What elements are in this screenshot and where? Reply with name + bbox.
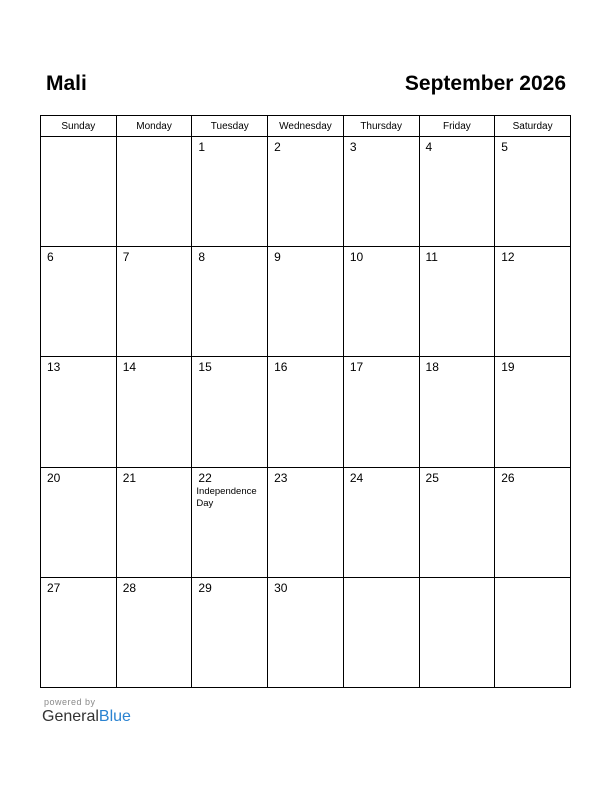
- day-number: 29: [198, 580, 212, 595]
- day-cell: [268, 467, 344, 577]
- day-number: 21: [122, 470, 137, 485]
- day-number: 22: [198, 470, 212, 485]
- weekday-wednesday: Wednesday: [268, 116, 344, 137]
- day-cell: [41, 357, 117, 467]
- day-cell: [343, 357, 419, 467]
- day-number: [41, 137, 116, 140]
- day-number: 10: [349, 250, 364, 265]
- week-row: [41, 357, 571, 467]
- day-number: 5: [501, 140, 508, 154]
- week-row: [41, 137, 571, 247]
- day-cell: [343, 247, 419, 357]
- day-number: 26: [501, 470, 515, 485]
- day-number: 27: [47, 580, 61, 595]
- day-number: 8: [198, 250, 206, 265]
- weekday-saturday: Saturday: [495, 116, 571, 137]
- day-number: [420, 578, 495, 581]
- day-cell: [268, 247, 344, 357]
- day-cell: [41, 137, 117, 247]
- weekday-sunday: Sunday: [41, 116, 117, 137]
- day-number: 15: [198, 360, 212, 375]
- day-cell: [419, 577, 495, 687]
- day-number: 14: [122, 360, 137, 375]
- brand-general-text: General: [42, 708, 99, 725]
- day-cell: [419, 357, 495, 467]
- brand-blue-text: Blue: [98, 708, 131, 725]
- day-number: 24: [349, 470, 364, 485]
- day-cell: [192, 467, 268, 577]
- powered-by-text: powered by: [44, 697, 96, 707]
- week-row: [41, 577, 571, 687]
- country-title: Mali: [46, 72, 87, 95]
- day-cell: [495, 137, 571, 247]
- day-cell: [419, 137, 495, 247]
- day-number: [344, 578, 419, 581]
- day-cell: [192, 357, 268, 467]
- weekday-monday: Monday: [116, 116, 192, 137]
- day-cell: [495, 467, 571, 577]
- day-number: [495, 578, 570, 581]
- day-cell: [41, 247, 117, 357]
- day-number: 19: [501, 360, 515, 375]
- day-cell: [343, 137, 419, 247]
- generalblue-logo[interactable]: [42, 708, 131, 726]
- day-cell: [41, 467, 117, 577]
- day-number: 12: [501, 250, 515, 265]
- day-cell: [116, 137, 192, 247]
- day-number: 4: [425, 140, 433, 154]
- day-cell: [343, 467, 419, 577]
- calendar-grid: [40, 115, 571, 688]
- day-cell: [192, 137, 268, 247]
- day-cell: [419, 247, 495, 357]
- day-cell: [192, 577, 268, 687]
- day-number: 18: [425, 360, 439, 375]
- day-cell: [41, 577, 117, 687]
- weekday-tuesday: Tuesday: [192, 116, 268, 137]
- day-number: 16: [274, 360, 288, 375]
- day-cell: [116, 467, 192, 577]
- holiday-label: Independence Day: [196, 485, 257, 509]
- day-number: 9: [274, 250, 281, 265]
- day-cell: [268, 577, 344, 687]
- day-cell: [419, 467, 495, 577]
- day-number: 7: [122, 250, 130, 265]
- day-number: 13: [47, 360, 61, 375]
- day-number: 30: [274, 580, 288, 595]
- day-number: 25: [425, 470, 439, 485]
- day-cell: [268, 357, 344, 467]
- weekday-friday: Friday: [419, 116, 495, 137]
- month-title: September 2026: [404, 72, 566, 95]
- day-cell: [268, 137, 344, 247]
- day-number: 11: [425, 250, 438, 265]
- day-cell: [116, 577, 192, 687]
- day-number: 3: [349, 140, 357, 154]
- day-number: 17: [349, 360, 364, 375]
- day-number: 23: [274, 470, 288, 485]
- weekday-thursday: Thursday: [343, 116, 419, 137]
- day-cell: [116, 247, 192, 357]
- day-cell: [495, 247, 571, 357]
- weekday-header-row: [41, 116, 571, 137]
- day-cell: [495, 577, 571, 687]
- day-number: 6: [47, 250, 54, 265]
- day-number: 20: [47, 470, 61, 485]
- day-cell: [192, 247, 268, 357]
- week-row: [41, 247, 571, 357]
- day-number: 28: [122, 580, 137, 595]
- day-cell: [343, 577, 419, 687]
- day-number: 2: [274, 140, 281, 154]
- day-cell: [495, 357, 571, 467]
- day-cell: [116, 357, 192, 467]
- day-number: [117, 137, 192, 140]
- week-row: [41, 467, 571, 577]
- day-number: 1: [198, 140, 206, 154]
